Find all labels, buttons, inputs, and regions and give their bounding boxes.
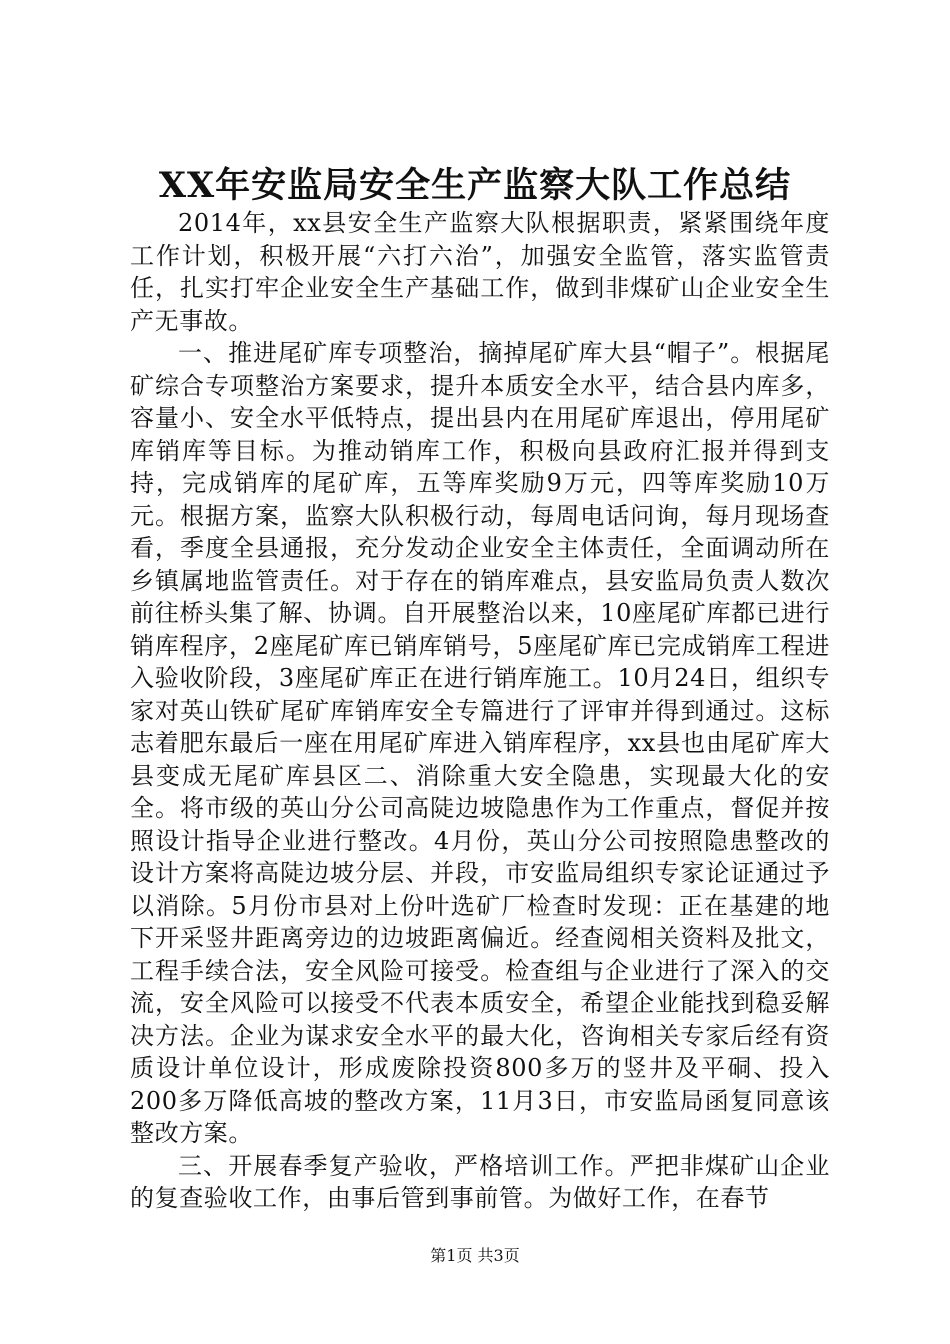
paragraph-section-three: 三、开展春季复产验收，严格培训工作。严把非煤矿山企业的复查验收工作，由事后管到事前管。为做好工作，在春节 [130, 1151, 830, 1212]
document-body [130, 207, 830, 1215]
page-number-footer: 第1页 共3页 [430, 1246, 520, 1265]
page-title: XX年安监局安全生产监察大队工作总结 [158, 165, 792, 206]
paragraph-section-one: 一、推进尾矿库专项整治，摘掉尾矿库大县“帽子”。根据尾矿综合专项整治方案要求，提升本质安全水平，结合县内库多，容量小、安全水平低特点，提出县内在用尾矿库退出，停用尾矿库销库等目标。为推动销库工作，积极向县政府汇报并得到支持，完成销库的尾矿库，五等库奖励9万元，四等库奖励10万元。根据方案，监察大队积极行动，每周电话问询，每月现场查看，季度全县通报，充分发动企业安全主体责任，全面调动所在乡镇属地监管责任。对于存在的销库难点，县安监局负责人数次前往桥头集了解、协调。自开展整治以来，10座尾矿库都已进行销库程序，2座尾矿库已销库销号，5座尾矿库已完成销库工程进入验收阶段，3座尾矿库正在进行销库施工。10月24日，组织专家对英山铁矿尾矿库销库安全专篇进行了评审并得到通过。这标志着肥东最后一座在用尾矿库进入销库程序，xx县也由尾矿库大县变成无尾矿库县区二、消除重大安全隐患，实现最大化的安全。将市级的英山分公司高陡边坡隐患作为工作重点，督促并按照设计指导企业进行整改。4月份，英山分公司按照隐患整改的设计方案将高陡边坡分层、并段，市安监局组织专家论证通过予以消除。5月份市县对上份叶选矿厂检查时发现：正在基建的地下开采竖井距离旁边的边坡距离偏近。经查阅相关资料及批文，工程手续合法，安全风险可接受。检查组与企业进行了深入的交流，安全风险可以接受不代表本质安全，希望企业能找到稳妥解决方法。企业为谋求安全水平的最大化，咨询相关专家后经有资质设计单位设计，形成废除投资800多万的竖井及平硐、投入200多万降低高坡的整改方案，11月3日，市安监局函复同意该整改方案。 [130, 339, 830, 1147]
paragraph-intro: 2014年，xx县安全生产监察大队根据职责，紧紧围绕年度工作计划，积极开展“六打六治”，加强安全监管，落实监管责任，扎实打牢企业安全生产基础工作，做到非煤矿山企业安全生产无事故。 [130, 209, 830, 335]
